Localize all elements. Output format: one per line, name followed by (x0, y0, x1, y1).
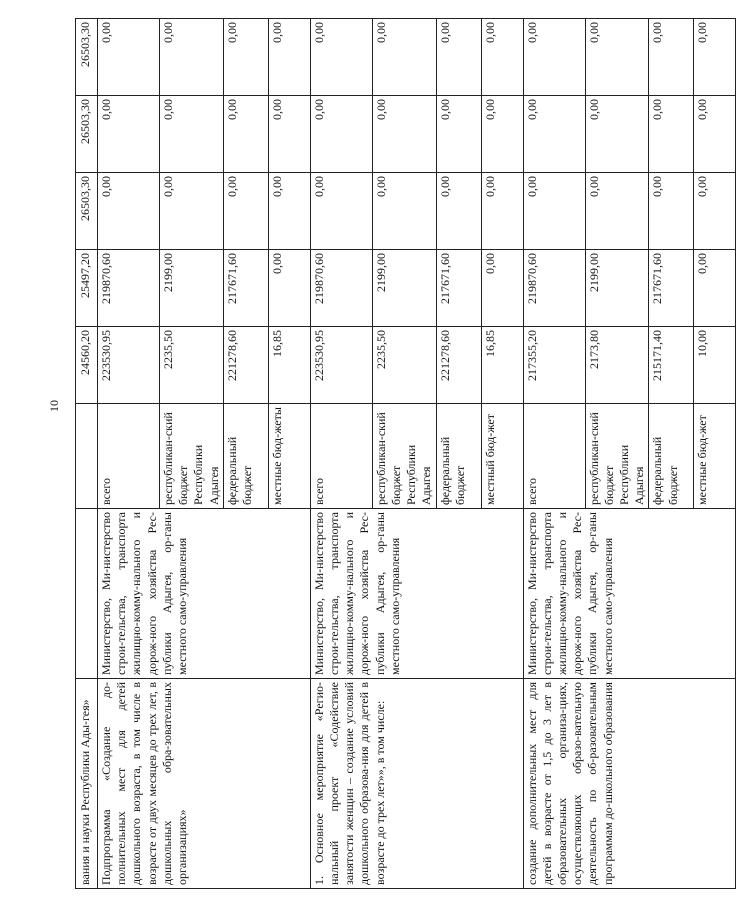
funding-source-cell: местные бюд-жеты (268, 404, 310, 509)
value-cell: 26503,30 (76, 96, 98, 173)
table-row (523, 19, 585, 889)
value-cell: 0,00 (98, 19, 160, 96)
measure-cell: вания и науки Республики Ады-гея» (76, 679, 98, 889)
rotated-table-container (75, 19, 710, 889)
value-cell: 217671,60 (649, 250, 694, 327)
value-cell: 24560,20 (76, 327, 98, 404)
value-cell: 0,00 (481, 250, 523, 327)
value-cell: 25497,20 (76, 250, 98, 327)
value-cell: 0,00 (649, 96, 694, 173)
value-cell: 0,00 (98, 173, 160, 250)
value-cell: 16,85 (268, 327, 310, 404)
funding-source-cell: всего (98, 404, 160, 509)
table-row (98, 19, 160, 889)
value-cell: 0,00 (268, 96, 310, 173)
value-cell: 223530,95 (310, 327, 372, 404)
table-row (76, 19, 98, 889)
value-cell: 0,00 (310, 173, 372, 250)
value-cell: 0,00 (481, 173, 523, 250)
value-cell: 217355,20 (523, 327, 585, 404)
value-cell: 0,00 (436, 173, 481, 250)
value-cell: 219870,60 (310, 250, 372, 327)
value-cell: 2173,80 (585, 327, 649, 404)
value-cell: 0,00 (649, 173, 694, 250)
value-cell: 0,00 (649, 19, 694, 96)
value-cell: 219870,60 (98, 250, 160, 327)
value-cell: 0,00 (436, 96, 481, 173)
value-cell: 0,00 (372, 96, 436, 173)
value-cell: 0,00 (523, 173, 585, 250)
funding-source-cell: республикан-ский бюджет Республики Адыгея (372, 404, 436, 509)
funding-source-cell: федеральный бюджет (223, 404, 268, 509)
measure-cell: создание дополнительных мест для детей в возрасте от 1,5 до 3 лет в образовательных организа-циях, осуществляющих образо-вательную деятельность по об-разовательным программам до-школьного образования (523, 679, 736, 889)
value-cell: 0,00 (223, 173, 268, 250)
value-cell: 0,00 (98, 96, 160, 173)
measure-cell: 1. Основное мероприятие «Регио-нальный проект «Содействие занятости женщин – создание условий дошкольного образова-ния для детей в возрасте до трех лет»», в том числе: (310, 679, 523, 889)
value-cell: 221278,60 (436, 327, 481, 404)
value-cell: 10,00 (694, 327, 736, 404)
value-cell: 0,00 (310, 96, 372, 173)
funding-source-cell: всего (523, 404, 585, 509)
value-cell: 0,00 (523, 96, 585, 173)
value-cell: 0,00 (694, 173, 736, 250)
value-cell: 0,00 (481, 19, 523, 96)
executor-cell: Министерство, Ми-нистерство строи-тельства, транспорта жилищно-комму-нального и дорож-ного хозяйства Рес-публики Адыгея, ор-ганы местного само-управления (523, 509, 736, 679)
measure-cell: Подпрограмма «Создание до-полнительных мест для детей дошкольного возраста, в том числе в возрасте от двух месяцев до трех лет, в дошкольных обра-зовательных организациях» (98, 679, 311, 889)
value-cell: 0,00 (223, 96, 268, 173)
value-cell: 223530,95 (98, 327, 160, 404)
value-cell: 2199,00 (372, 250, 436, 327)
funding-source-cell: всего (310, 404, 372, 509)
value-cell: 217671,60 (223, 250, 268, 327)
value-cell: 0,00 (160, 19, 224, 96)
value-cell: 0,00 (585, 96, 649, 173)
value-cell: 0,00 (694, 96, 736, 173)
value-cell: 0,00 (310, 19, 372, 96)
funding-source-cell: местные бюд-жет (694, 404, 736, 509)
value-cell: 0,00 (585, 19, 649, 96)
executor-cell: Министерство, Ми-нистерство строи-тельства, транспорта жилищно-комму-нального и дорож-ного хозяйства Рес-публики Адыгея, ор-ганы местного само-управления (310, 509, 523, 679)
funding-source-cell: федеральный бюджет (649, 404, 694, 509)
value-cell: 2235,50 (160, 327, 224, 404)
value-cell: 0,00 (481, 96, 523, 173)
source-cell (76, 404, 98, 509)
value-cell: 26503,30 (76, 19, 98, 96)
value-cell: 219870,60 (523, 250, 585, 327)
funding-source-cell: федеральный бюджет (436, 404, 481, 509)
funding-source-cell: республикан-ский бюджет Республики Адыгея (160, 404, 224, 509)
value-cell: 0,00 (160, 173, 224, 250)
value-cell: 0,00 (268, 19, 310, 96)
value-cell: 217671,60 (436, 250, 481, 327)
value-cell: 221278,60 (223, 327, 268, 404)
value-cell: 2235,50 (372, 327, 436, 404)
value-cell: 0,00 (268, 173, 310, 250)
funding-source-cell: республикан-ский бюджет Республики Адыгея (585, 404, 649, 509)
value-cell: 0,00 (160, 96, 224, 173)
value-cell: 0,00 (694, 19, 736, 96)
executor-cell: Министерство, Ми-нистерство строи-тельства, транспорта жилищно-комму-нального и дорож-ного хозяйства Рес-публики Адыгея, ор-ганы местного само-управления (98, 509, 311, 679)
value-cell: 26503,30 (76, 173, 98, 250)
value-cell: 2199,00 (160, 250, 224, 327)
value-cell: 0,00 (436, 19, 481, 96)
value-cell: 0,00 (585, 173, 649, 250)
executor-cell (76, 509, 98, 679)
table-row (310, 19, 372, 889)
value-cell: 0,00 (372, 19, 436, 96)
value-cell: 16,85 (481, 327, 523, 404)
funding-source-cell: местный бюд-жет (481, 404, 523, 509)
value-cell: 215171,40 (649, 327, 694, 404)
value-cell: 0,00 (223, 19, 268, 96)
value-cell: 0,00 (268, 250, 310, 327)
value-cell: 2199,00 (585, 250, 649, 327)
budget-table (75, 18, 736, 889)
value-cell: 0,00 (372, 173, 436, 250)
value-cell: 0,00 (523, 19, 585, 96)
page-number: 10 (47, 400, 61, 412)
value-cell: 0,00 (694, 250, 736, 327)
